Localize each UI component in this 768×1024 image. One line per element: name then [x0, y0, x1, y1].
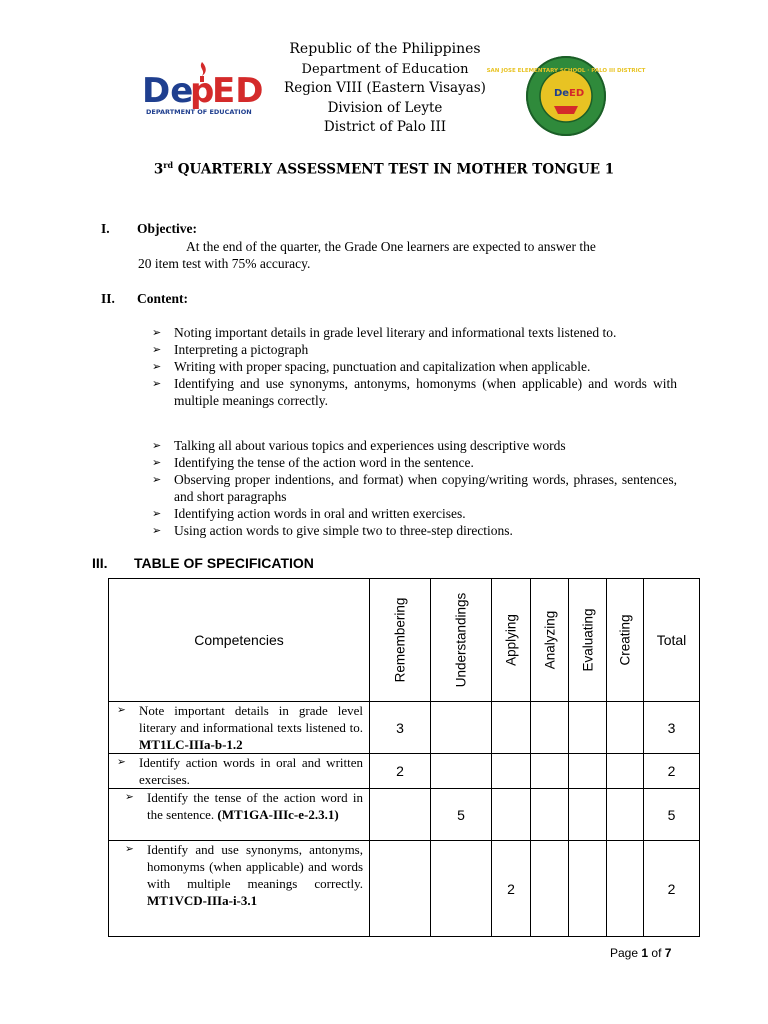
title-ordinal: 3 [153, 161, 164, 178]
objective-number: I. [101, 221, 110, 236]
applying-cell: 2 [492, 841, 531, 937]
list-item: ➢ Identifying the tense of the action word in the sentence. [152, 455, 474, 470]
arrow-bullet-icon: ➢ [152, 507, 162, 520]
creating-cell [607, 789, 644, 841]
table-row [109, 702, 700, 754]
understandings-cell [431, 754, 492, 789]
table-row [109, 789, 700, 841]
understandings-cell [431, 702, 492, 754]
applying-cell [492, 702, 531, 754]
objective-label: Objective: [137, 221, 197, 236]
list-item: ➢ Interpreting a pictograph [152, 342, 309, 357]
evaluating-cell [569, 702, 607, 754]
competency-cell: ➢ Identify action words in oral and written exercises. [109, 754, 370, 789]
remembering-cell: 2 [370, 754, 431, 789]
col-applying: Applying [492, 579, 531, 702]
list-item: ➢ Noting important details in grade level literary and informational texts listened to. [152, 325, 617, 340]
total-cell: 3 [644, 702, 700, 754]
col-remembering: Remembering [370, 579, 431, 702]
total-cell: 5 [644, 789, 700, 841]
col-competencies: Competencies [109, 579, 370, 702]
list-item: ➢ Using action words to give simple two to three-step directions. [152, 523, 513, 538]
letterhead-division: Division of Leyte [327, 99, 443, 116]
list-item: ➢ Talking all about various topics and experiences using descriptive words [152, 438, 566, 453]
tos-number: III. [92, 555, 108, 571]
col-total: Total [644, 579, 700, 702]
arrow-bullet-icon: ➢ [152, 456, 162, 469]
col-evaluating: Evaluating [569, 579, 607, 702]
competency-cell: ➢ Note important details in grade level literary and informational texts listened to. MT1LC-IIIa-b-1.2 [109, 702, 370, 754]
list-item: ➢ Identifying action words in oral and written exercises. [152, 506, 466, 521]
arrow-bullet-icon: ➢ [152, 360, 162, 373]
tos-label: TABLE OF SPECIFICATION [134, 555, 314, 571]
remembering-cell [370, 841, 431, 937]
school-seal [486, 54, 646, 138]
title-text: QUARTERLY ASSESSMENT TEST IN MOTHER TONGUE 1 [173, 161, 615, 178]
applying-cell [492, 789, 531, 841]
content-list-1 [152, 324, 677, 409]
svg-text:DEPARTMENT OF EDUCATION: DEPARTMENT OF EDUCATION [146, 108, 252, 116]
tos-heading [92, 555, 314, 571]
remembering-cell [370, 789, 431, 841]
table-of-specification [108, 578, 700, 937]
col-creating: Creating [607, 579, 644, 702]
col-analyzing: Analyzing [531, 579, 569, 702]
analyzing-cell [531, 754, 569, 789]
arrow-bullet-icon: ➢ [152, 343, 162, 356]
svg-text:De: De [142, 71, 194, 111]
understandings-cell [431, 841, 492, 937]
remembering-cell: 3 [370, 702, 431, 754]
letterhead-republic: Republic of the Philippines [289, 41, 481, 57]
arrow-bullet-icon: ➢ [152, 377, 162, 390]
analyzing-cell [531, 841, 569, 937]
table-row [109, 841, 700, 937]
svg-text:p: p [190, 71, 215, 111]
content-heading [101, 291, 188, 307]
letterhead-department: Department of Education [301, 61, 469, 77]
content-number: II. [101, 291, 115, 306]
table-row [109, 754, 700, 789]
letterhead-district: District of Palo III [323, 119, 447, 135]
creating-cell [607, 702, 644, 754]
evaluating-cell [569, 754, 607, 789]
creating-cell [607, 754, 644, 789]
svg-text:SAN JOSE ELEMENTARY SCHOOL · P: SAN JOSE ELEMENTARY SCHOOL · PALO III DISTRICT [486, 68, 646, 74]
list-item: ➢ Identifying and use synonyms, antonyms, homonyms (when applicable) and words with multiple meanings correctly. [152, 376, 677, 408]
competency-cell: ➢ Identify and use synonyms, antonyms, homonyms (when applicable) and words with multiple meanings correctly. MT1VCD-IIIa-i-3.1 [109, 841, 370, 937]
content-list-2 [152, 437, 677, 539]
understandings-cell: 5 [431, 789, 492, 841]
svg-text:ED: ED [569, 88, 585, 99]
total-cell: 2 [644, 754, 700, 789]
objective-heading [101, 221, 197, 237]
creating-cell [607, 841, 644, 937]
analyzing-cell [531, 789, 569, 841]
competency-cell: ➢ Identify the tense of the action word in the sentence. (MT1GA-IIIc-e-2.3.1) [109, 789, 370, 841]
deped-logo [140, 58, 270, 120]
arrow-bullet-icon: ➢ [125, 791, 134, 803]
arrow-bullet-icon: ➢ [117, 704, 126, 716]
document-title [0, 160, 768, 178]
analyzing-cell [531, 702, 569, 754]
svg-text:De: De [554, 88, 570, 99]
total-cell: 2 [644, 841, 700, 937]
list-item: ➢ Writing with proper spacing, punctuation and capitalization when applicable. [152, 359, 591, 374]
arrow-bullet-icon: ➢ [152, 524, 162, 537]
arrow-bullet-icon: ➢ [152, 473, 162, 486]
col-understandings: Understandings [431, 579, 492, 702]
letterhead-text [260, 40, 510, 138]
title-ordinal-suffix: rd [163, 160, 174, 170]
objective-line-1: At the end of the quarter, the Grade One learners are expected to answer the [186, 239, 596, 254]
objective-text [138, 238, 668, 272]
arrow-bullet-icon: ➢ [125, 843, 134, 855]
content-label: Content: [137, 291, 188, 306]
table-header-row [109, 579, 700, 702]
letterhead-region: Region VIII (Eastern Visayas) [284, 80, 486, 96]
arrow-bullet-icon: ➢ [152, 326, 162, 339]
list-item: ➢ Observing proper indentions, and format) when copying/writing words, phrases, sentences, and short paragraphs [152, 472, 677, 504]
evaluating-cell [569, 789, 607, 841]
applying-cell [492, 754, 531, 789]
arrow-bullet-icon: ➢ [117, 756, 126, 768]
svg-text:ED: ED [212, 71, 264, 111]
objective-line-2: 20 item test with 75% accuracy. [138, 256, 311, 271]
evaluating-cell [569, 841, 607, 937]
page-number: Page 1 of 7 [610, 946, 672, 960]
arrow-bullet-icon: ➢ [152, 439, 162, 452]
